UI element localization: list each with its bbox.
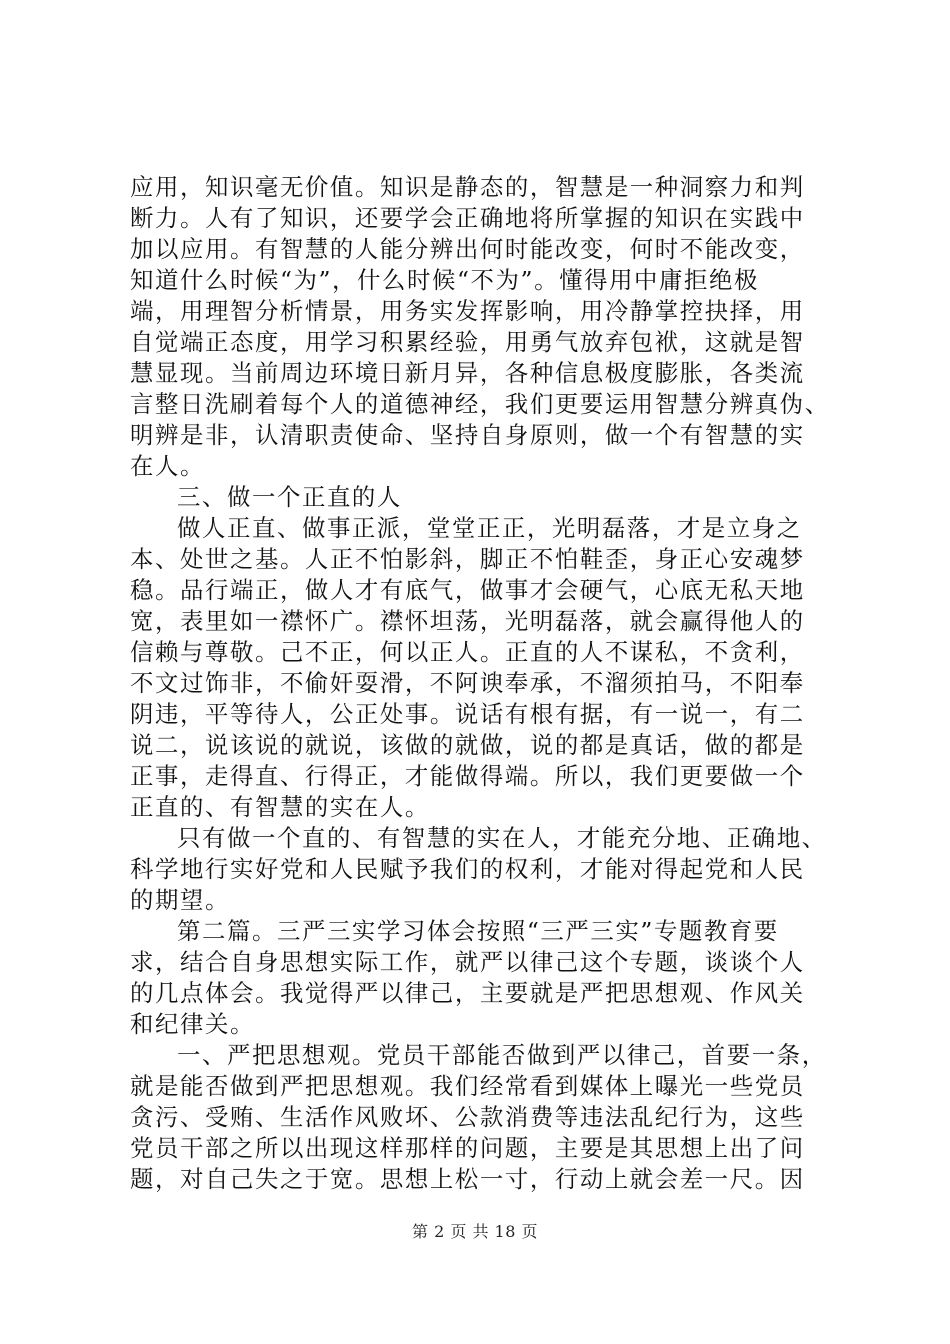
text-line: 稳。品行端正，做人才有底气，做事才会硬气，心底无私天地 bbox=[130, 576, 805, 604]
text-line: 加以应用。有智慧的人能分辨出何时能改变，何时不能改变， bbox=[130, 235, 805, 263]
text-line: 宽，表里如一襟怀广。襟怀坦荡，光明磊落，就会赢得他人的 bbox=[130, 607, 805, 635]
text-line: 明辨是非，认清职责使命、坚持自身原则，做一个有智慧的实 bbox=[130, 421, 805, 449]
text-line: 断力。人有了知识，还要学会正确地将所掌握的知识在实践中 bbox=[130, 204, 805, 232]
body-text bbox=[130, 172, 830, 1195]
text-line: 说二，说该说的就说，该做的就做，说的都是真话，做的都是 bbox=[130, 731, 805, 759]
text-line: 信赖与尊敬。己不正，何以正人。正直的人不谋私，不贪利， bbox=[130, 638, 805, 666]
text-line: 做人正直、做事正派，堂堂正正，光明磊落，才是立身之 bbox=[177, 514, 802, 542]
text-line: 三、做一个正直的人 bbox=[177, 483, 402, 511]
text-line: 自觉端正态度，用学习积累经验，用勇气放弃包袱，这就是智 bbox=[130, 328, 805, 356]
text-line: 不文过饰非，不偷奸耍滑，不阿谀奉承，不溜须拍马，不阳奉 bbox=[130, 669, 805, 697]
text-line: 第二篇。三严三实学习体会按照“三严三实”专题教育要 bbox=[177, 917, 779, 945]
text-line: 正直的、有智慧的实在人。 bbox=[130, 793, 430, 821]
text-line: 知道什么时候“为”，什么时候“不为”。懂得用中庸拒绝极 bbox=[130, 266, 760, 294]
text-line: 本、处世之基。人正不怕影斜，脚正不怕鞋歪，身正心安魂梦 bbox=[130, 545, 805, 573]
text-line: 党员干部之所以出现这样那样的问题，主要是其思想上出了问 bbox=[130, 1134, 805, 1162]
text-line: 贪污、受贿、生活作风败坏、公款消费等违法乱纪行为，这些 bbox=[130, 1103, 805, 1131]
text-line: 端，用理智分析情景，用务实发挥影响，用冷静掌控抉择，用 bbox=[130, 297, 805, 325]
text-line: 慧显现。当前周边环境日新月异，各种信息极度膨胀，各类流 bbox=[130, 359, 805, 387]
page-footer: 第 2 页 共 18 页 bbox=[412, 1222, 538, 1241]
text-line: 的期望。 bbox=[130, 886, 230, 914]
text-line: 的几点体会。我觉得严以律己，主要就是严把思想观、作风关 bbox=[130, 979, 805, 1007]
text-line: 正事，走得直、行得正，才能做得端。所以，我们更要做一个 bbox=[130, 762, 805, 790]
text-line: 科学地行实好党和人民赋予我们的权利，才能对得起党和人民 bbox=[130, 855, 805, 883]
text-line: 和纪律关。 bbox=[130, 1010, 255, 1038]
text-line: 阴违，平等待人，公正处事。说话有根有据，有一说一，有二 bbox=[130, 700, 805, 728]
text-line: 就是能否做到严把思想观。我们经常看到媒体上曝光一些党员 bbox=[130, 1072, 805, 1100]
text-line: 只有做一个直的、有智慧的实在人，才能充分地、正确地、 bbox=[177, 824, 827, 852]
text-line: 应用，知识毫无价值。知识是静态的，智慧是一种洞察力和判 bbox=[130, 173, 805, 201]
text-line: 一、严把思想观。党员干部能否做到严以律己，首要一条， bbox=[177, 1041, 827, 1069]
text-line: 求，结合自身思想实际工作，就严以律己这个专题，谈谈个人 bbox=[130, 948, 805, 976]
text-line: 在人。 bbox=[130, 452, 205, 480]
text-line: 题，对自己失之于宽。思想上松一寸，行动上就会差一尺。因 bbox=[130, 1165, 805, 1193]
text-line: 言整日洗刷着每个人的道德神经，我们更要运用智慧分辨真伪、 bbox=[130, 390, 830, 418]
